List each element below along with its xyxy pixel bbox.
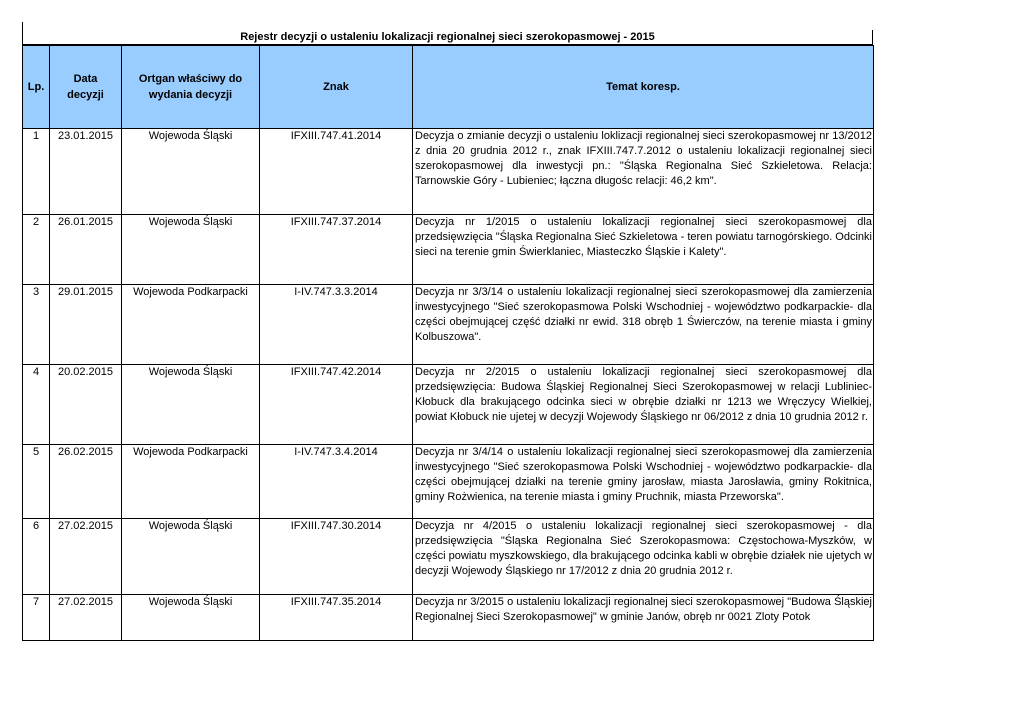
cell-temat: Decyzja o zmianie decyzji o ustaleniu loklizacji regionalnej sieci szerokopasmowej nr 13/2012 z dnia 20 grudnia 2012 r., znak IFXIII.747.7.2012 o ustaleniu lokalizacji regionalnej sieci szerokopasmowej dla inwestycji pn.: "Śląska Regionalna Sieć Szkieletowa. Relacja: Tarnowskie Góry - Lubieniec; łączna długośc relacji: 46,2 km". <box>413 129 874 215</box>
cell-organ: Wojewoda Podkarpacki <box>122 445 260 519</box>
cell-temat: Decyzja nr 3/2015 o ustaleniu lokalizacji regionalnej sieci szerokopasmowej "Budowa Śląskiej Regionalnej Sieci Szerokopasmowej" w gminie Janów, obręb nr 0021 Zloty Potok <box>413 595 874 641</box>
cell-znak: I-IV.747.3.4.2014 <box>260 445 413 519</box>
cell-znak: IFXIII.747.41.2014 <box>260 129 413 215</box>
cell-znak: IFXIII.747.42.2014 <box>260 365 413 445</box>
cell-data: 23.01.2015 <box>50 129 122 215</box>
table-row <box>23 365 874 445</box>
cell-znak: IFXIII.747.37.2014 <box>260 215 413 285</box>
header-temat: Temat koresp. <box>413 46 874 129</box>
cell-data: 26.01.2015 <box>50 215 122 285</box>
header-row <box>23 46 874 129</box>
cell-organ: Wojewoda Śląski <box>122 129 260 215</box>
header-organ: Ortgan właściwy do wydania decyzji <box>122 46 260 129</box>
cell-data: 27.02.2015 <box>50 595 122 641</box>
sheet-title: Rejestr decyzji o ustaleniu lokalizacji regionalnej sieci szerokopasmowej - 2015 <box>22 30 873 45</box>
register-table <box>22 45 874 641</box>
cell-lp: 3 <box>23 285 50 365</box>
cell-data: 29.01.2015 <box>50 285 122 365</box>
cell-organ: Wojewoda Śląski <box>122 595 260 641</box>
cell-temat: Decyzja nr 3/3/14 o ustaleniu lokalizacji regionalnej sieci szerokopasmowej dla zamierzenia inwestycyjnego "Sieć szerokopasmowa Polski Wschodniej - województwo podkarpackie- dla części obejmującej część działki nr ewid. 318 obręb 1 Świerczów, na terenie miasta i gminy Kolbuszowa". <box>413 285 874 365</box>
table-row <box>23 595 874 641</box>
cell-lp: 1 <box>23 129 50 215</box>
cell-data: 27.02.2015 <box>50 519 122 595</box>
cell-organ: Wojewoda Śląski <box>122 519 260 595</box>
cell-lp: 4 <box>23 365 50 445</box>
cell-data: 20.02.2015 <box>50 365 122 445</box>
header-znak: Znak <box>260 46 413 129</box>
register-sheet <box>22 30 873 641</box>
cell-organ: Wojewoda Śląski <box>122 365 260 445</box>
table-row <box>23 445 874 519</box>
cell-temat: Decyzja nr 2/2015 o ustaleniu lokalizacji regionalnej sieci szerokopasmowej dla przedsięwzięcia: Budowa Śląskiej Regionalnej Sieci Szerokopasmowej w relacji Lubliniec-Kłobuck dla brakującego odcinka sieci w obrębie działki nr 1213 we Wręczycy Wielkiej, powiat Kłobuck nie ujetej w decyzji Wojewody Śląskiego nr 06/2012 z dnia 10 grudnia 2012 r. <box>413 365 874 445</box>
cell-znak: IFXIII.747.30.2014 <box>260 519 413 595</box>
table-row <box>23 519 874 595</box>
table-row <box>23 129 874 215</box>
table-row <box>23 285 874 365</box>
header-data: Data decyzji <box>50 46 122 129</box>
cell-temat: Decyzja nr 4/2015 o ustaleniu lokalizacji regionalnej sieci szerokopasmowej - dla przedsięwzięcia "Śląska Regionalna Sieć Szerokopasmowa: Częstochowa-Myszków, w części powiatu myszkowskiego, dla brakującego odcinka kabli w obrębie działek nie ujetych w decyzji Wojewody Śląskiego nr 17/2012 z dnia 20 grudnia 2012 r. <box>413 519 874 595</box>
cell-lp: 6 <box>23 519 50 595</box>
cell-znak: IFXIII.747.35.2014 <box>260 595 413 641</box>
cell-lp: 7 <box>23 595 50 641</box>
cell-lp: 5 <box>23 445 50 519</box>
table-row <box>23 215 874 285</box>
cell-organ: Wojewoda Śląski <box>122 215 260 285</box>
cell-data: 26.02.2015 <box>50 445 122 519</box>
cell-temat: Decyzja nr 3/4/14 o ustaleniu lokalizacji regionalnej sieci szerokopasmowej dla zamierzenia inwestycyjnego "Sieć szerokopasmowa Polski Wschodniej - województwo podkarpackie- dla części obejmującej działki na terenie gminy jarosław, miasta Jarosławia, gminy Rokitnica, gminy Rożwienica, na terenie miasta i gminy Pruchnik, miasta Przeworska". <box>413 445 874 519</box>
cell-temat: Decyzja nr 1/2015 o ustaleniu lokalizacji regionalnej sieci szerokopasmowej dla przedsięwzięcia "Śląska Regionalna Sieć Szkieletowa - teren powiatu tarnogórskiego. Odcinki sieci na terenie gmin Świerklaniec, Miasteczko Śląskie i Kalety". <box>413 215 874 285</box>
cell-lp: 2 <box>23 215 50 285</box>
cell-znak: I-IV.747.3.3.2014 <box>260 285 413 365</box>
header-lp: Lp. <box>23 46 50 129</box>
cell-organ: Wojewoda Podkarpacki <box>122 285 260 365</box>
